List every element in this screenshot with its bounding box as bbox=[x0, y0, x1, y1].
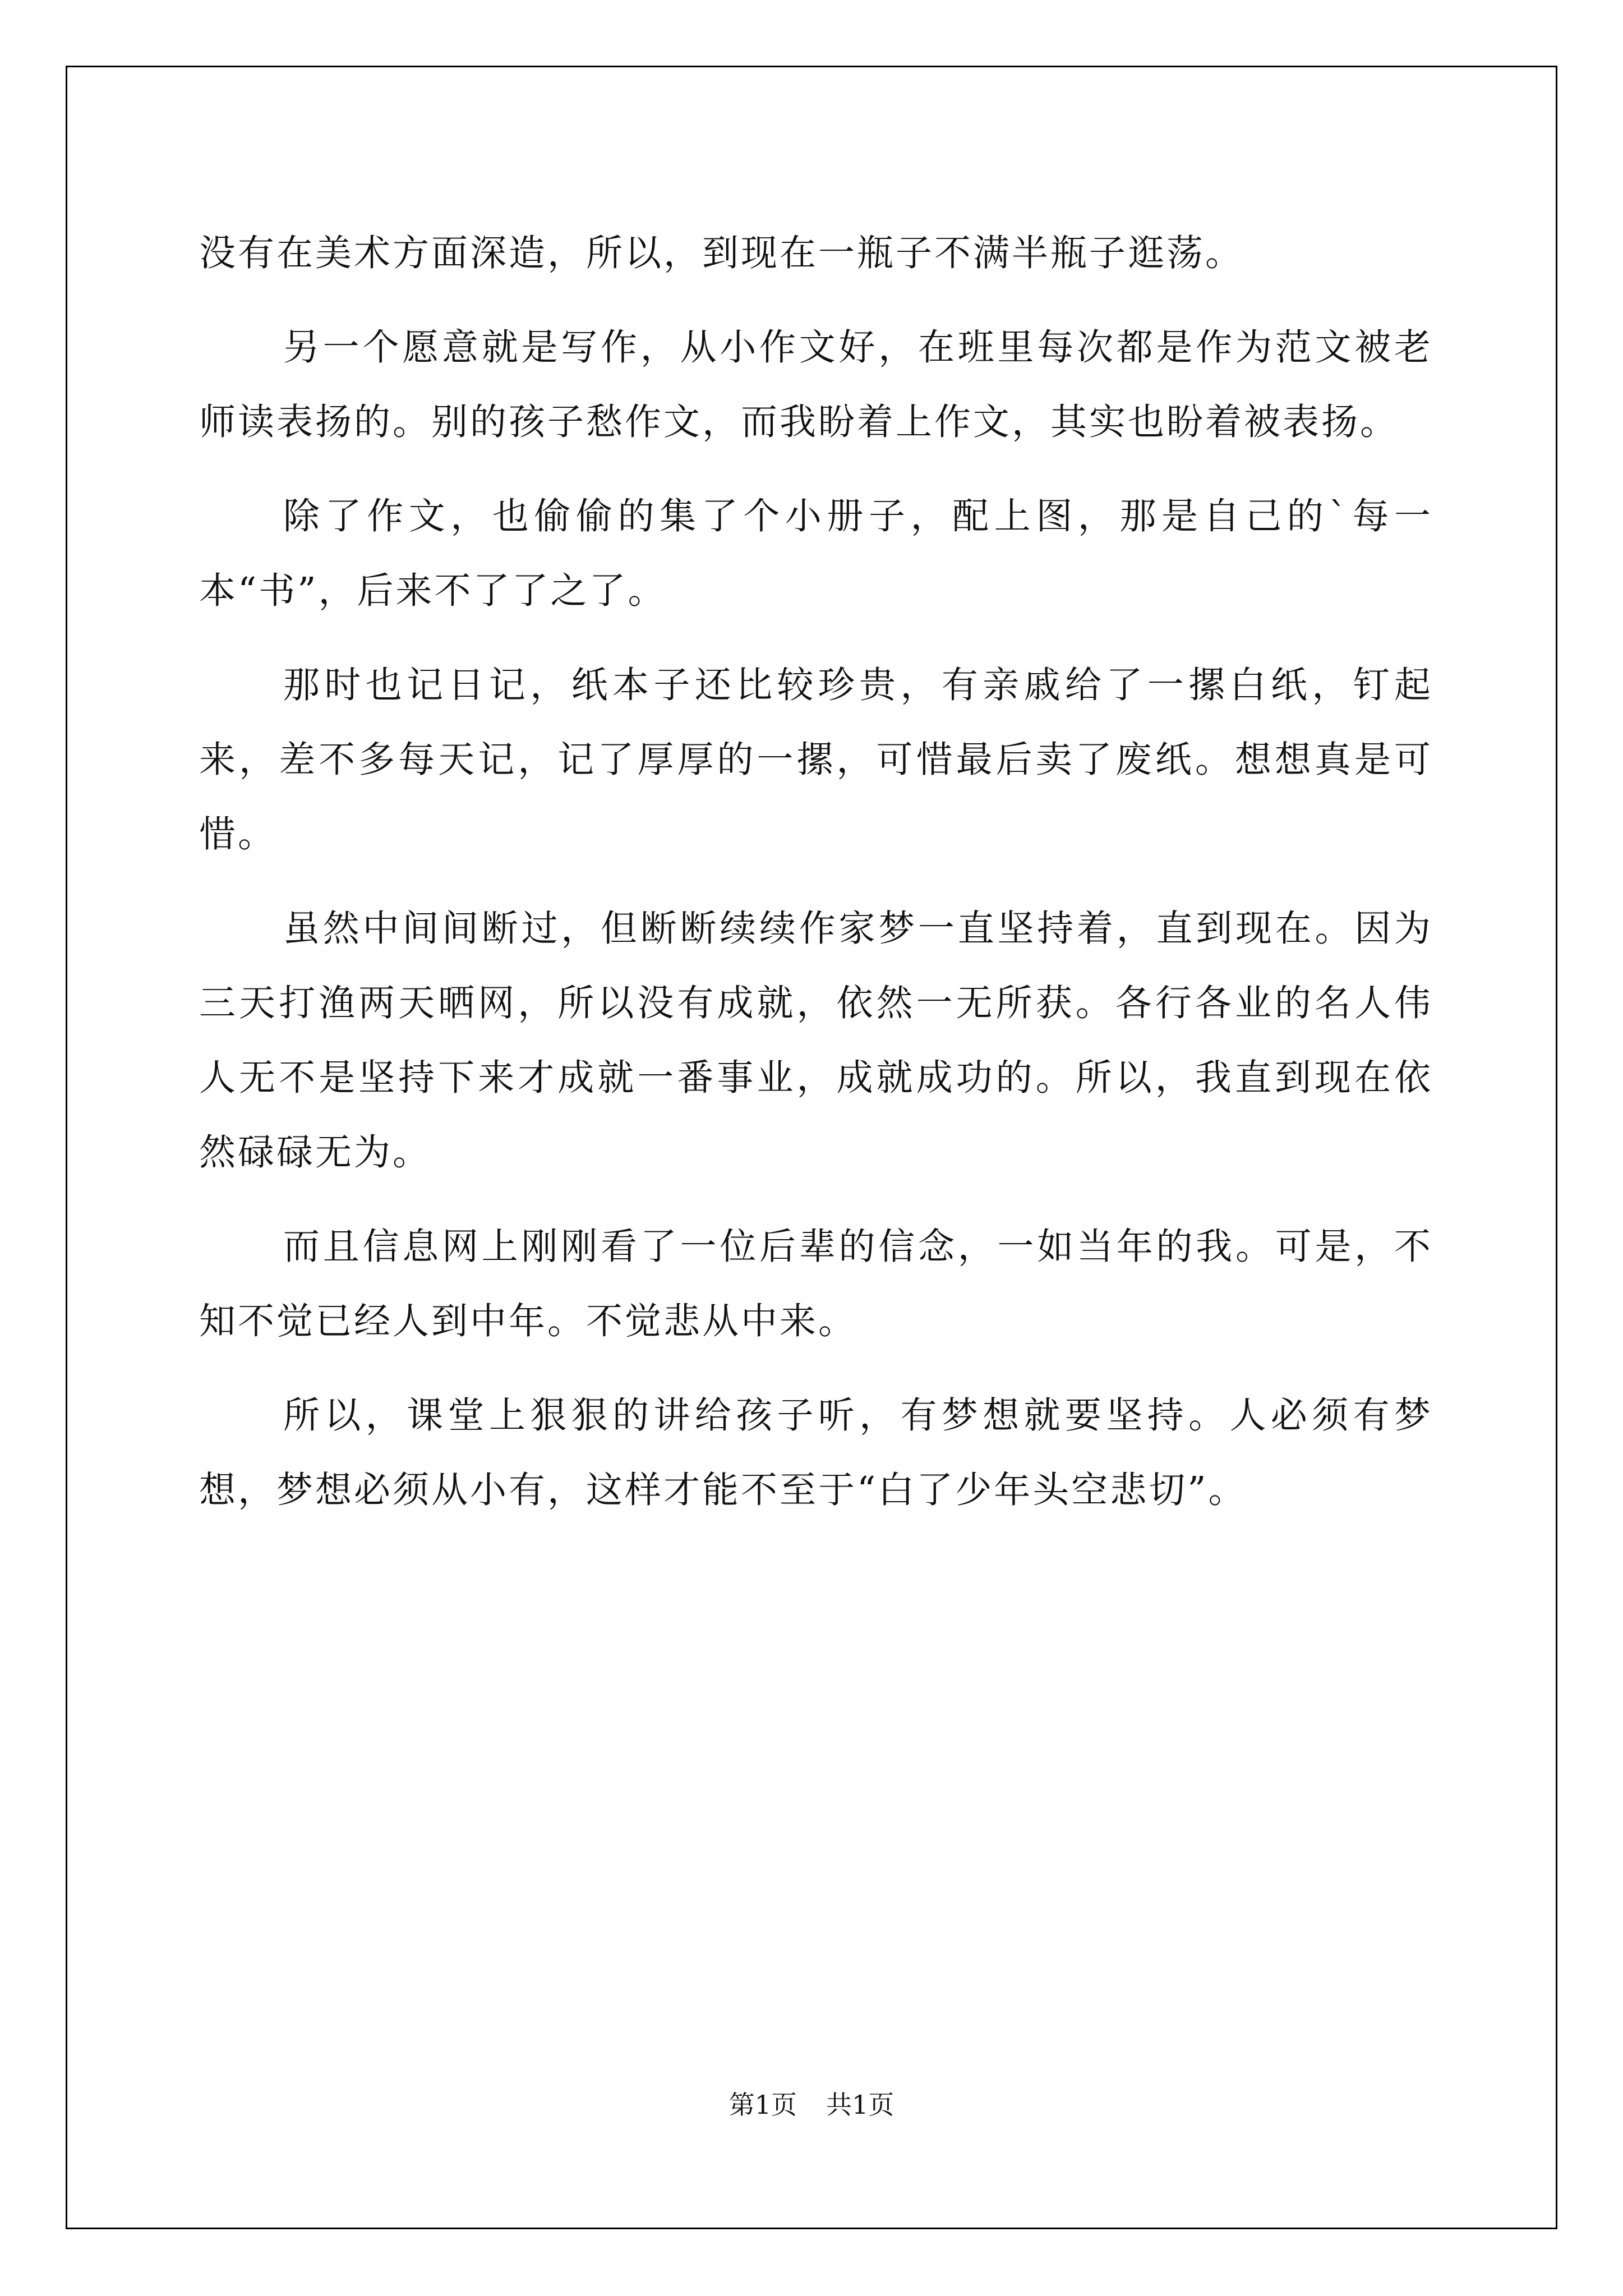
paragraph-1: 没有在美术方面深造，所以，到现在一瓶子不满半瓶子逛荡。 bbox=[199, 232, 1244, 274]
page-number: 第1页 bbox=[728, 2090, 797, 2120]
paragraph-4: 那时也记日记，纸本子还比较珍贵，有亲戚给了一摞白纸，钉起来，差不多每天记，记了厚厚的一摞，可惜最后卖了废纸。想想真是可惜。 bbox=[199, 664, 1433, 855]
paragraph-2: 另一个愿意就是写作，从小作文好，在班里每次都是作为范文被老师读表扬的。别的孩子愁作文，而我盼着上作文，其实也盼着被表扬。 bbox=[199, 326, 1433, 443]
page-footer bbox=[0, 2088, 1623, 2122]
page-total: 共1页 bbox=[826, 2090, 895, 2120]
document-body bbox=[199, 216, 1433, 1527]
paragraph-6: 而且信息网上刚刚看了一位后辈的信念，一如当年的我。可是，不知不觉已经人到中年。不觉悲从中来。 bbox=[199, 1226, 1433, 1342]
paragraph-3: 除了作文，也偷偷的集了个小册子，配上图，那是自己的`每一本“书”，后来不了了之了。 bbox=[199, 495, 1433, 612]
paragraph-5: 虽然中间间断过，但断断续续作家梦一直坚持着，直到现在。因为三天打渔两天晒网，所以没有成就，依然一无所获。各行各业的名人伟人无不是坚持下来才成就一番事业，成就成功的。所以，我直到现在依然碌碌无为。 bbox=[199, 908, 1433, 1174]
paragraph-7: 所以，课堂上狠狠的讲给孩子听，有梦想就要坚持。人必须有梦想，梦想必须从小有，这样才能不至于“白了少年头空悲切”。 bbox=[199, 1395, 1433, 1511]
